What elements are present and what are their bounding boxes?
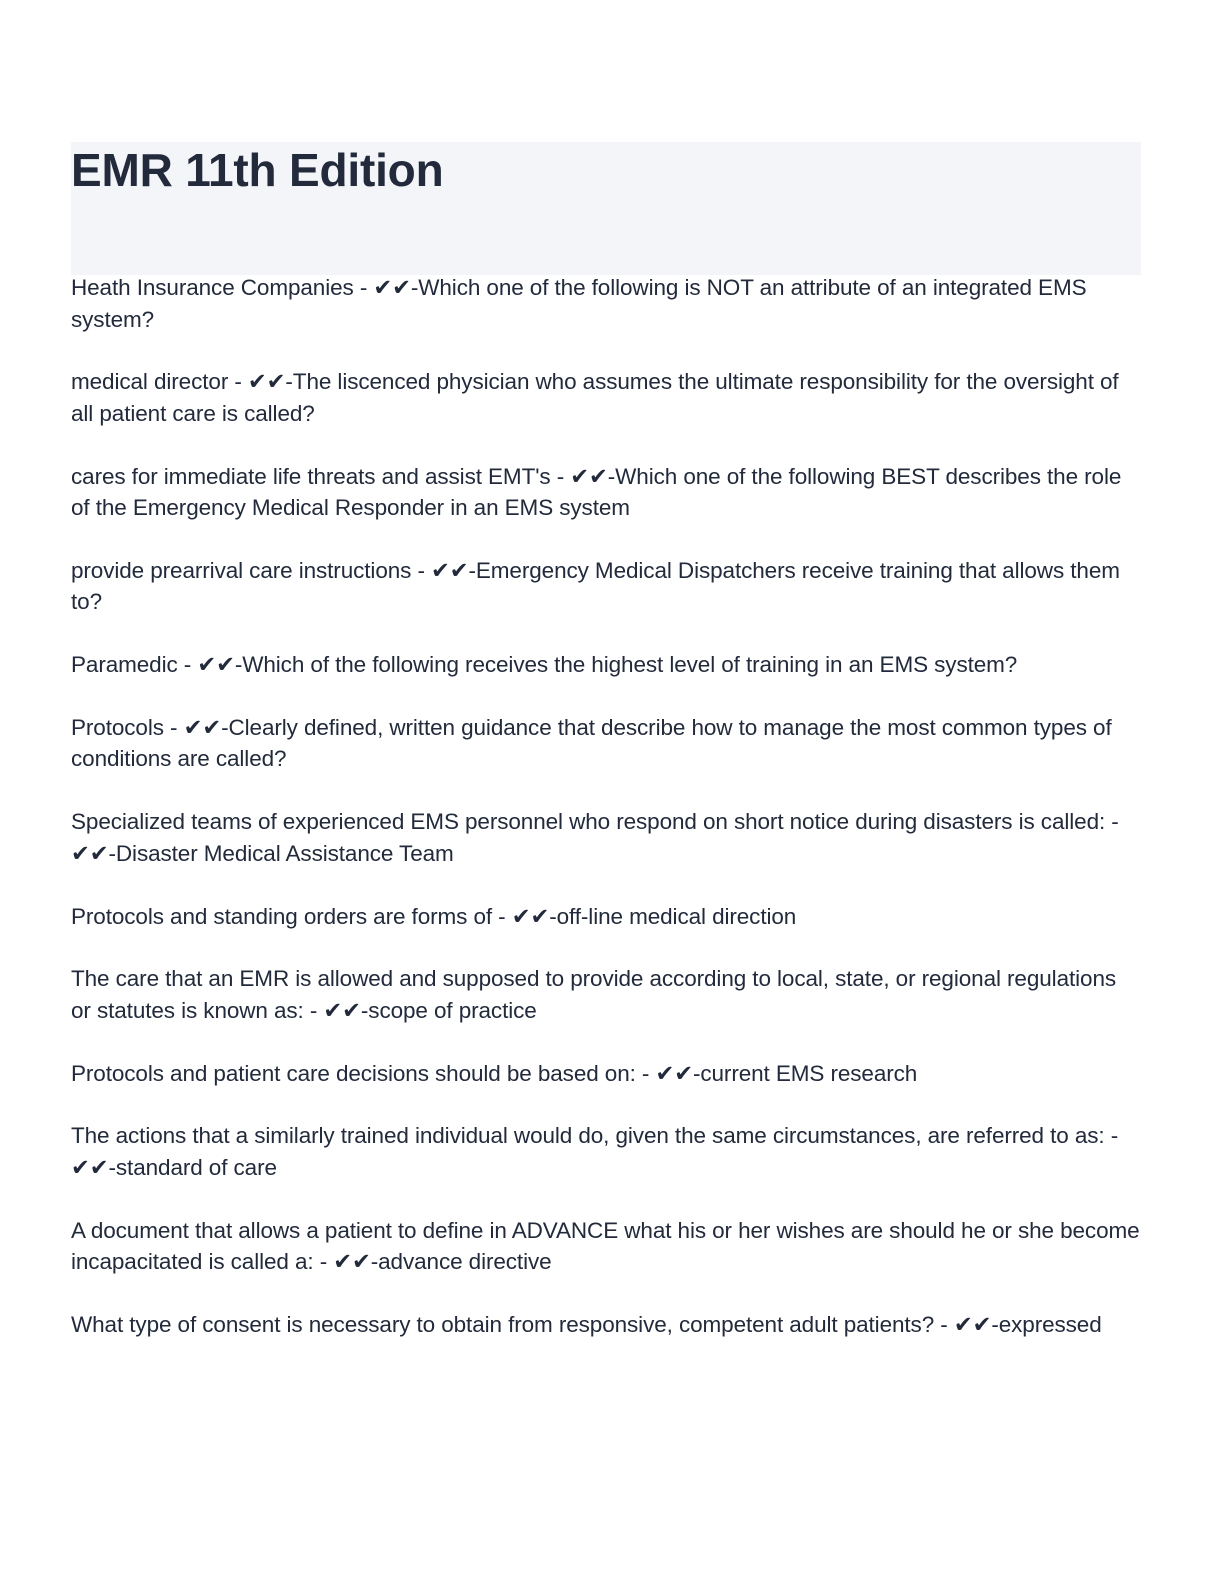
flashcard-entry: medical director - ✔✔-The liscenced physician who assumes the ultimate responsibility for the oversight of all patient care is called?	[71, 369, 1119, 426]
flashcard-entry: provide prearrival care instructions - ✔✔-Emergency Medical Dispatchers receive training that allows them to?	[71, 557, 1120, 615]
flashcard-list	[71, 272, 1141, 1341]
flashcard-entry: The actions that a similarly trained individual would do, given the same circumstances, are referred to as: - ✔✔-standard of care	[71, 1123, 1119, 1180]
flashcard-entry: Heath Insurance Companies - ✔✔-Which one of the following is NOT an attribute of an integrated EMS system?	[71, 275, 1087, 332]
flashcard-entry: What type of consent is necessary to obtain from responsive, competent adult patients? - ✔✔-expressed	[71, 1312, 1102, 1338]
flashcard-entry: The care that an EMR is allowed and supposed to provide according to local, state, or regional regulations or statutes is known as: - ✔✔-scope of practice	[71, 966, 1117, 1023]
flashcard-entry: Protocols and standing orders are forms of - ✔✔-off-line medical direction	[71, 903, 797, 929]
flashcard-entry: Protocols and patient care decisions should be based on: - ✔✔-current EMS research	[71, 1060, 918, 1086]
flashcard-entry: Specialized teams of experienced EMS personnel who respond on short notice during disasters is called: - ✔✔-Disaster Medical Assistance Team	[71, 809, 1119, 866]
flashcard-entry: Paramedic - ✔✔-Which of the following receives the highest level of training in an EMS system?	[71, 652, 1018, 678]
flashcard-entry: cares for immediate life threats and assist EMT's - ✔✔-Which one of the following BEST describes the role of the Emergency Medical Responder in an EMS system	[71, 463, 1122, 521]
flashcard-entry: A document that allows a patient to define in ADVANCE what his or her wishes are should he or she become incapacitated is called a: - ✔✔-advance directive	[71, 1217, 1140, 1275]
title-band	[71, 142, 1141, 275]
page-title: EMR 11th Edition	[71, 144, 444, 196]
document-page	[71, 142, 1141, 1372]
flashcard-entry: Protocols - ✔✔-Clearly defined, written guidance that describe how to manage the most common types of conditions are called?	[71, 714, 1112, 772]
